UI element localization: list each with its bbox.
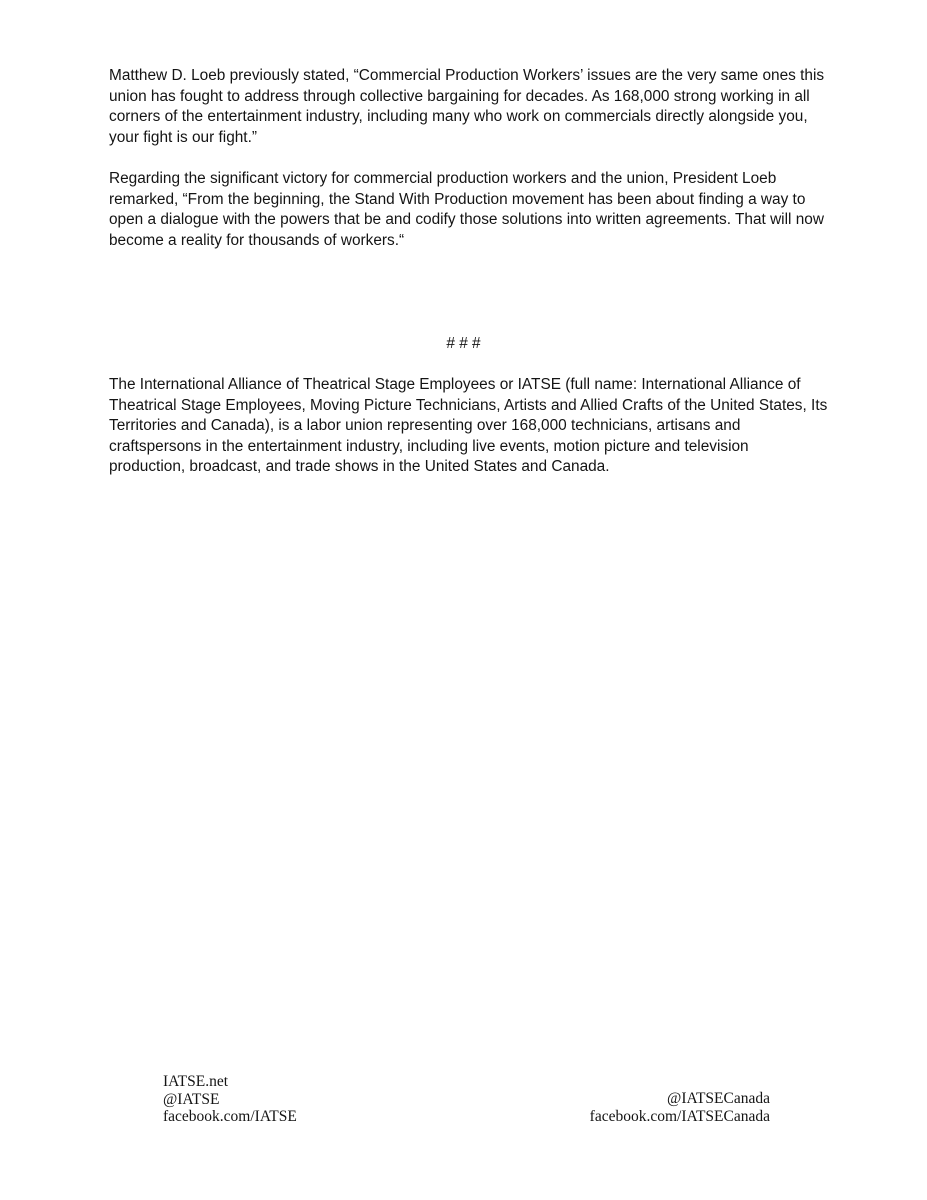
footer-right bbox=[590, 1090, 770, 1125]
paragraph-loeb-statement: Matthew D. Loeb previously stated, “Commercial Production Workers’ issues are the very same ones this union has fought to address through collective bargaining for decades. As 168,000 strong working in all corners of the entertainment industry, including many who work on commercials directly alongside you, your fight is our fight.” bbox=[109, 67, 825, 146]
end-marker: # # # bbox=[446, 335, 481, 352]
paragraph-boilerplate: The International Alliance of Theatrical Stage Employees or IATSE (full name: International Alliance of Theatrical Stage Employees, Moving Picture Technicians, Artists and Allied Crafts of the United States, Its Territories and Canada), is a labor union representing over 168,000 technicians, artisans and craftspersons in the entertainment industry, including live events, motion picture and television production, broadcast, and trade shows in the United States and Canada. bbox=[109, 376, 828, 475]
footer-left bbox=[163, 1073, 297, 1126]
footer-website-link[interactable]: IATSE.net bbox=[163, 1073, 229, 1090]
footer-canada-facebook-link[interactable]: facebook.com/IATSECanada bbox=[589, 1107, 770, 1125]
paragraph-loeb-remark: Regarding the significant victory for commercial production workers and the union, President Loeb remarked, “From the beginning, the Stand With Production movement has been about finding a way to open a dialogue with the powers that be and codify those solutions into written agreements. That will now become a reality for thousands of workers.“ bbox=[109, 170, 824, 249]
footer-facebook-link[interactable]: facebook.com/IATSE bbox=[163, 1108, 297, 1125]
footer-twitter-handle[interactable]: @IATSE bbox=[163, 1090, 220, 1108]
footer-canada-twitter-handle[interactable]: @IATSECanada bbox=[667, 1090, 770, 1107]
